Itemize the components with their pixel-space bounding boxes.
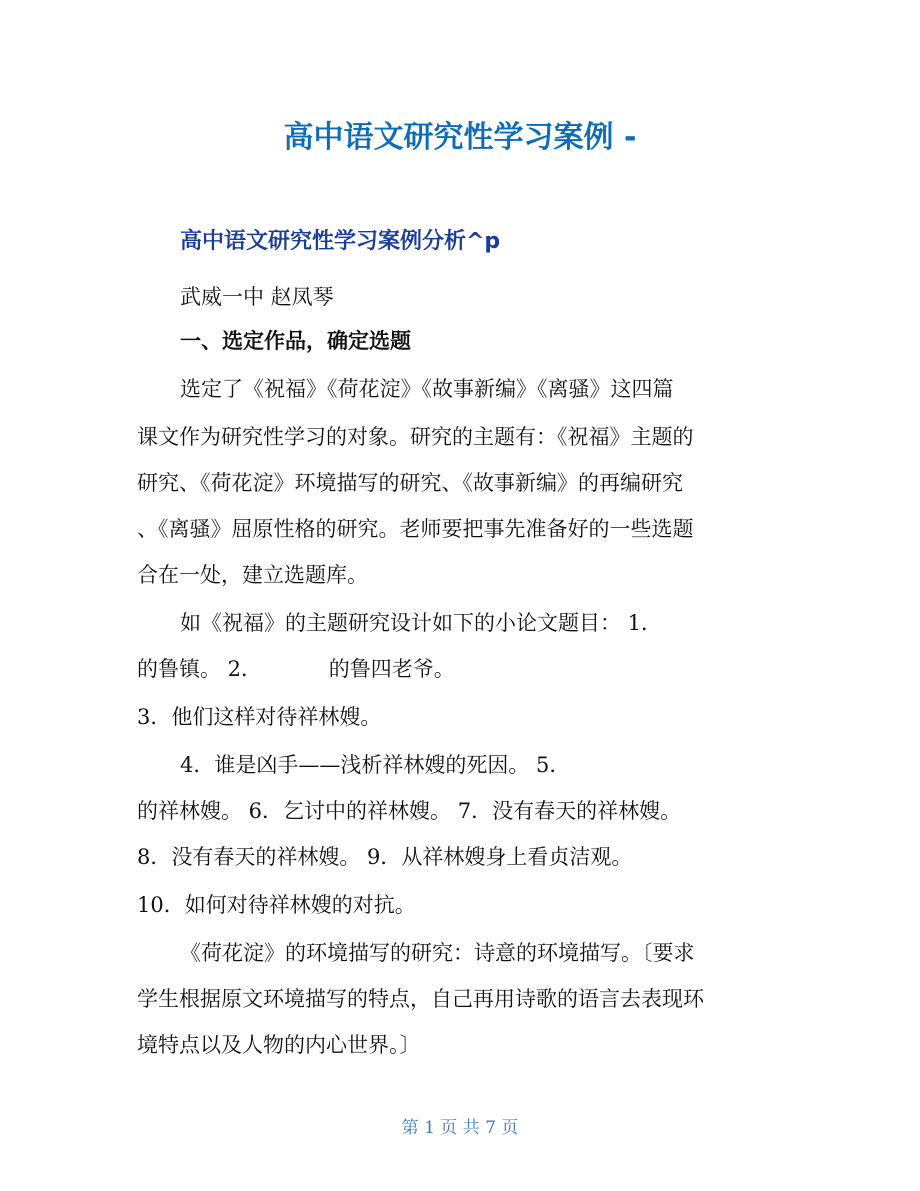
paragraph-line: 境特点以及人物的内心世界。〕 [137,1033,421,1057]
paragraph-line: 选定了《祝福》《荷花淀》《故事新编》《离骚》这四篇 [180,377,674,401]
paragraph-line: 8．没有春天的祥林嫂。 9．从祥林嫂身上看贞洁观。 [137,845,633,869]
paragraph-line: 如《祝福》的主题研究设计如下的小论文题目： 1． [180,611,663,635]
paragraph-line: 、《离骚》屈原性格的研究。老师要把事先准备好的一些选题 [137,517,694,541]
paragraph-line: 3．他们这样对待祥林嫂。 [137,705,382,729]
paragraph-line: 课文作为研究性学习的对象。研究的主题有：《祝福》主题的 [137,425,694,449]
document-title: 高中语文研究性学习案例 - [283,120,637,155]
paragraph-line: 10．如何对待祥林嫂的对抗。 [137,893,416,917]
paragraph-line: 学生根据原文环境描写的特点，自己再用诗歌的语言去表现环 [137,987,704,1011]
paragraph-line: 《荷花淀》的环境描写的研究：诗意的环境描写。〔要求 [180,941,695,965]
paragraph-line: 研究、《荷花淀》环境描写的研究、《故事新编》的再编研究 [137,471,683,495]
paragraph-line: 合在一处，建立选题库。 [137,563,368,587]
document-subtitle: 高中语文研究性学习案例分析^p [180,229,501,254]
paragraph-line: 的鲁镇。 2． 的鲁四老爷。 [137,657,455,681]
page-number-footer: 第 1 页 共 7 页 [401,1118,519,1138]
paragraph-line: 4．谁是凶手——浅析祥林嫂的死因。 5． [180,753,571,777]
author-line: 武威一中 赵凤琴 [180,285,334,309]
section-heading: 一、选定作品，确定选题 [180,328,411,353]
paragraph-line: 的祥林嫂。 6．乞讨中的祥林嫂。 7．没有春天的祥林嫂。 [137,799,682,823]
